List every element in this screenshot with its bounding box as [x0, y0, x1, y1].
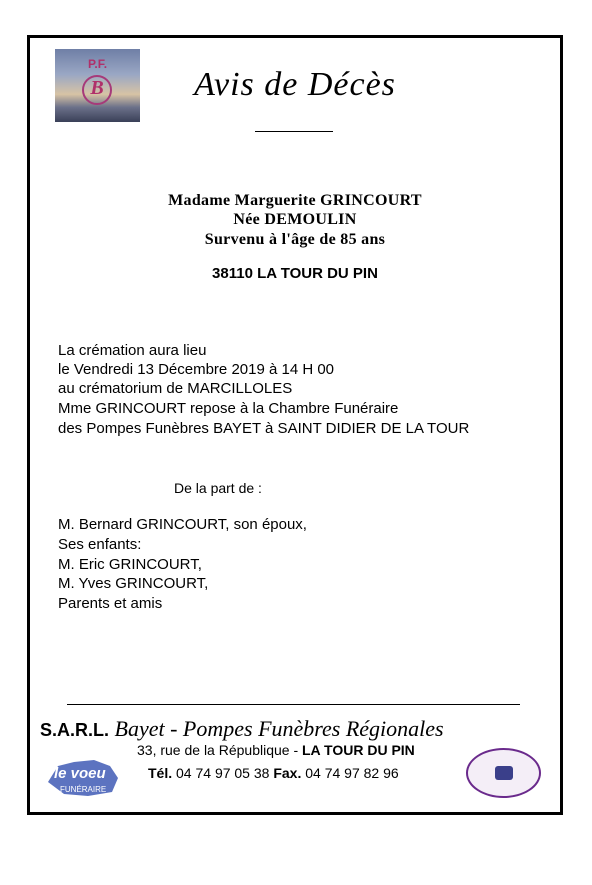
deceased-place: 38110 LA TOUR DU PIN	[212, 265, 378, 282]
ceremony-line: Mme GRINCOURT repose à la Chambre Funéraire	[58, 400, 399, 417]
family-line: Ses enfants:	[58, 536, 142, 553]
ceremony-line: le Vendredi 13 Décembre 2019 à 14 H 00	[58, 361, 335, 378]
pf-bayet-logo	[55, 49, 140, 122]
tel-value: 04 74 97 05 38	[172, 765, 274, 781]
svg-text:le voeu: le voeu	[54, 765, 106, 782]
logo-initials: P.F.	[87, 57, 108, 71]
address-city: LA TOUR DU PIN	[302, 742, 415, 758]
title-divider	[255, 131, 333, 132]
company-title: Bayet - Pompes Funèbres Régionales	[109, 716, 444, 741]
footer-divider	[67, 704, 520, 705]
company-address	[137, 742, 415, 758]
from-label: De la part de :	[174, 480, 262, 496]
deceased-name: Madame Marguerite GRINCOURT	[168, 192, 422, 209]
ceremony-line: La crémation aura lieu	[58, 342, 207, 359]
seal-emblem	[495, 766, 513, 780]
family-line: M. Eric GRINCOURT,	[58, 556, 202, 573]
fax-label: Fax.	[273, 765, 302, 781]
company-name	[40, 716, 444, 742]
le-voeu-funeraire-logo	[44, 752, 126, 798]
logo-letter: B	[82, 75, 112, 105]
age-line: Survenu à l'âge de 85 ans	[204, 231, 386, 248]
family-line: M. Yves GRINCOURT,	[58, 575, 209, 592]
fax-value: 04 74 97 82 96	[301, 765, 399, 781]
notice-title: Avis de Décès	[194, 66, 396, 103]
maiden-name: Née DEMOULIN	[233, 211, 357, 228]
family-line: Parents et amis	[58, 595, 163, 612]
svg-text:FUNÉRAIRE: FUNÉRAIRE	[60, 785, 107, 794]
ceremony-line: des Pompes Funèbres BAYET à SAINT DIDIER DE LA TOUR	[58, 420, 470, 437]
company-phone	[148, 765, 399, 781]
company-prefix: S.A.R.L.	[40, 720, 110, 740]
family-line: M. Bernard GRINCOURT, son époux,	[58, 516, 307, 533]
address-street: 33, rue de la République -	[137, 742, 302, 758]
ceremony-line: au crématorium de MARCILLOLES	[58, 380, 293, 397]
certification-seal-icon	[466, 748, 541, 798]
tel-label: Tél.	[148, 765, 173, 781]
